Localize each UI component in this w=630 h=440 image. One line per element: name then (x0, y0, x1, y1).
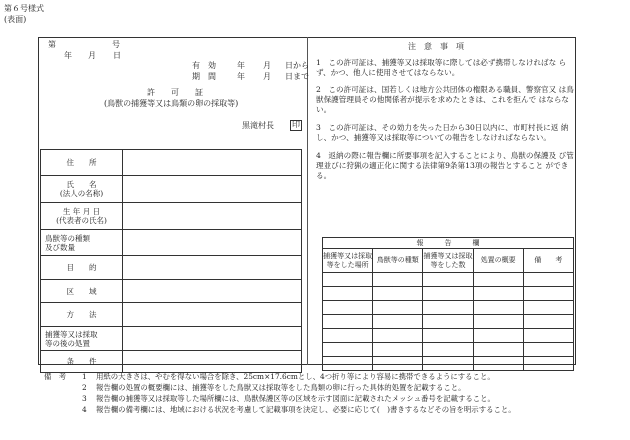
field-address-label: 住 所 (66, 158, 97, 167)
field-value[interactable] (123, 256, 302, 280)
field-label (41, 176, 123, 203)
report-title: 報 告 欄 (416, 238, 480, 247)
field-value[interactable] (123, 203, 302, 230)
validity-to-month: 月 (263, 72, 271, 81)
report-col-remarks: 備 考 (523, 249, 573, 273)
validity-to-year: 年 (237, 72, 245, 81)
center-divider (307, 37, 308, 365)
remarks-label: 備 考 (44, 372, 67, 381)
report-col-species: 鳥獣等の種類 (373, 249, 423, 273)
field-value[interactable] (123, 327, 302, 351)
issue-month: 月 (88, 51, 96, 60)
validity-from: 日から (285, 61, 309, 70)
note-item-2: 2 この許可証は、国若しくは地方公共団体の権限ある職員、警察官又 は鳥獣保護管理員その他関係者が提示を求めたときは、これを拒んで はならない。 (316, 85, 574, 114)
remark-num: 1 (82, 372, 87, 381)
report-table (322, 237, 574, 371)
field-area-label: 区 域 (66, 286, 97, 296)
field-value[interactable] (123, 351, 302, 373)
field-label (41, 150, 123, 176)
table-row (41, 303, 302, 327)
field-value[interactable] (123, 230, 302, 256)
field-label (41, 280, 123, 303)
permit-number-label: 第 (48, 40, 56, 49)
issue-day: 日 (113, 51, 121, 60)
remark-num: 4 (82, 405, 87, 414)
remark-text: 報告欄の処置の概要欄には、捕獲等をした鳥獣又は採取等をした鳥類の卵に行った具体的処置を記載すること。 (96, 383, 466, 392)
validity-to: 日まで (285, 72, 309, 81)
seal-mark (290, 120, 302, 131)
table-row (323, 238, 574, 249)
validity-from-year: 年 (237, 61, 245, 70)
field-value[interactable] (123, 176, 302, 203)
applicant-table (40, 149, 302, 373)
validity-from-month: 月 (263, 61, 271, 70)
table-row (323, 273, 574, 287)
field-label (41, 351, 123, 373)
field-conditions-label: 条 件 (66, 357, 97, 366)
seal-label: 印 (292, 120, 300, 129)
note-item-4: 4 返納の際に報告欄に所要事項を記入することにより、鳥獣の保護及 び管理並びに狩猟の適正化に関する法律第9条第13項の報告とすること ができる。 (316, 151, 574, 180)
field-corp-name-label: (法人の名称) (59, 189, 104, 198)
form-number: 第６号様式 (4, 4, 44, 13)
table-row (323, 287, 574, 301)
table-row (41, 280, 302, 303)
remark-text: 報告欄の捕獲等又は採取等した場所欄には、鳥獣保護区等の区域を示す図面に記載されたメッシュ番号を記載すること。 (96, 394, 495, 403)
issuer: 黒滝村長 (242, 121, 274, 130)
table-row (41, 176, 302, 203)
permit-number-suffix: 号 (112, 40, 120, 49)
note-item-3: 3 この許可証は、その効力を失った日から30日以内に、市町村長に返 納し、かつ、捕獲等又は採取等についての報告をしなければならない。 (316, 123, 569, 142)
field-purpose-label: 目 的 (66, 263, 97, 272)
field-method-label: 方 法 (66, 310, 97, 319)
report-col-place: 捕獲等又は採取等をした場所 (323, 249, 373, 273)
field-disposal-label-2: 等の後の処置 (45, 338, 90, 348)
field-disposal-label: 捕獲等又は採取 (45, 329, 98, 339)
remark-text: 報告欄の備考欄には、地域における状況を考慮して記載事項を決定し、必要に応じて( )書きするなどその旨を明示すること。 (96, 405, 516, 414)
issue-year: 年 (64, 51, 72, 60)
remark-text: 用紙の大きさは、やむを得ない場合を除き、25cm×17.6cmとし、4つ折り等により容易に携帯できるようにすること。 (96, 372, 495, 381)
remark-num: 3 (82, 394, 87, 403)
remark-num: 2 (82, 383, 87, 392)
table-row (323, 301, 574, 315)
field-name-label: 氏 名 (66, 180, 97, 189)
table-row (41, 150, 302, 176)
field-label (41, 230, 123, 256)
field-birth-label: 生 年 月 日 (62, 207, 101, 216)
form-side: (表面) (4, 15, 27, 24)
field-species-label: 鳥獣等の種類 (45, 233, 90, 243)
table-row (323, 357, 574, 371)
report-col-disposal: 処置の概要 (473, 249, 523, 273)
field-label (41, 203, 123, 230)
notes-title: 注 意 事 項 (408, 42, 464, 51)
table-row (323, 315, 574, 329)
field-label (41, 327, 123, 351)
field-value[interactable] (123, 280, 302, 303)
permit-title: 許 可 証 (147, 88, 203, 97)
validity-label-1: 有 効 (192, 61, 216, 70)
table-row (323, 249, 574, 273)
permit-subtitle: (鳥獣の捕獲等又は鳥類の卵の採取等) (104, 99, 239, 108)
table-row (323, 343, 574, 357)
field-value[interactable] (123, 150, 302, 176)
field-label (41, 303, 123, 327)
report-title-cell (323, 238, 574, 249)
table-row (41, 203, 302, 230)
table-row (41, 230, 302, 256)
table-row (323, 329, 574, 343)
validity-label-2: 期 間 (192, 72, 216, 81)
table-row (41, 351, 302, 373)
table-row (41, 256, 302, 280)
report-col-count: 捕獲等又は採取等をした数 (423, 249, 473, 273)
field-label (41, 256, 123, 280)
note-item-1: 1 この許可証は、捕獲等又は採取等に際しては必ず携帯しなければな らず、かつ、他人に使用させてはならない。 (316, 58, 567, 77)
field-quantity-label: 及び数量 (45, 242, 75, 252)
field-value[interactable] (123, 303, 302, 327)
field-rep-name-label: (代表者の氏名) (56, 216, 107, 225)
table-row (41, 327, 302, 351)
